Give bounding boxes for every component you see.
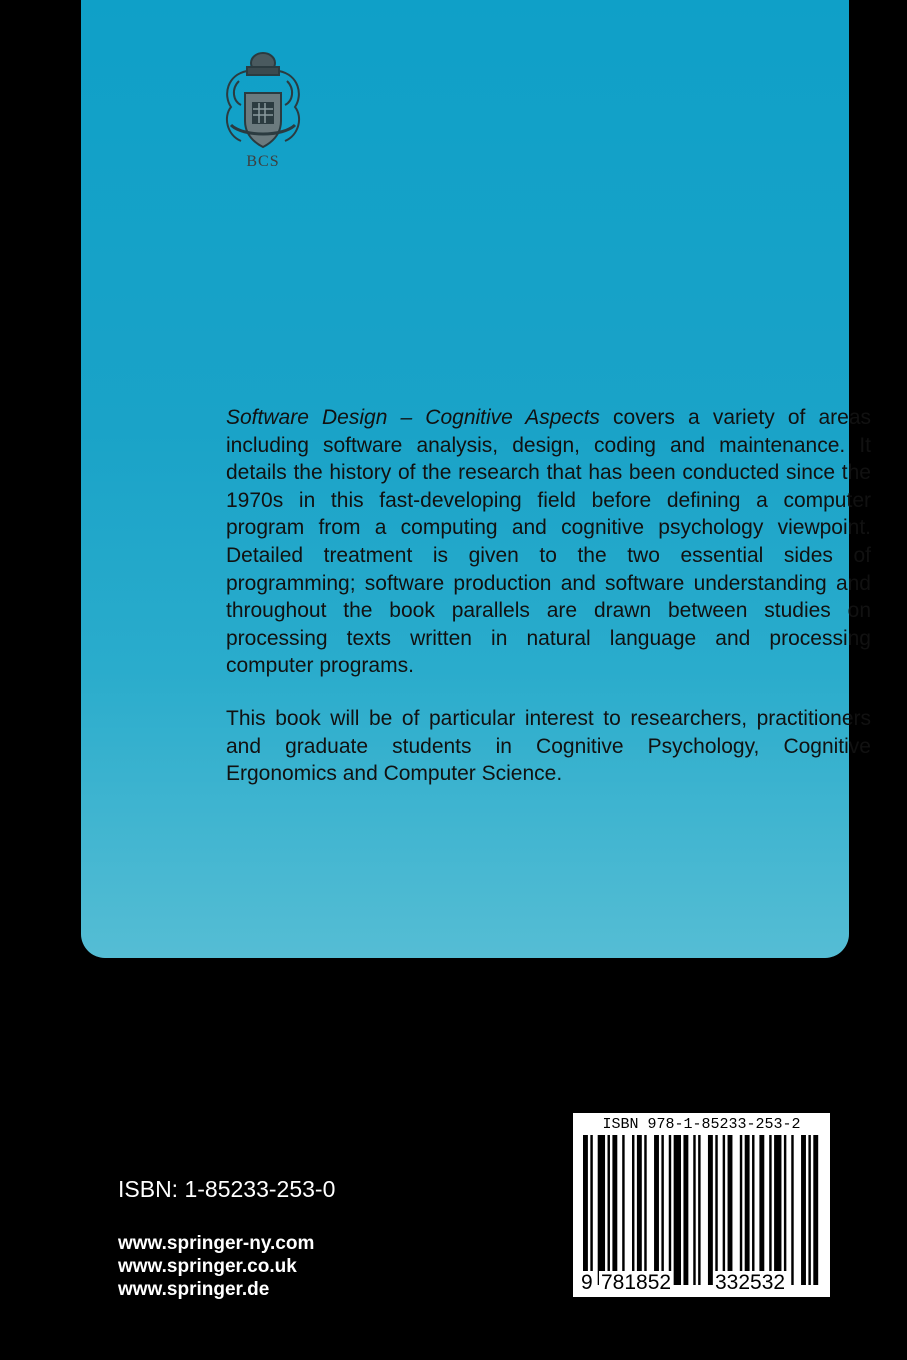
barcode-bar: [683, 1135, 688, 1285]
publisher-urls: [118, 1232, 314, 1301]
barcode-bar: [693, 1135, 695, 1285]
barcode-bar: [801, 1135, 806, 1285]
barcode-first-digit: 9: [581, 1271, 593, 1294]
barcode-bar: [674, 1135, 681, 1285]
barcode-bar: [728, 1135, 733, 1285]
barcode-bar: [590, 1135, 592, 1285]
barcode-bar: [791, 1135, 793, 1285]
barcode-bar: [708, 1135, 713, 1285]
barcode-bar: [715, 1135, 717, 1285]
barcode-bar: [644, 1135, 646, 1285]
crest-graphic: [217, 45, 309, 155]
barcode-bar: [784, 1135, 786, 1285]
barcode-bar: [583, 1135, 588, 1285]
barcode: [572, 1112, 831, 1298]
barcode-bar: [813, 1135, 818, 1285]
barcode-bar: [608, 1135, 610, 1285]
description-blurb: [226, 404, 871, 788]
blurb-paragraph-2: This book will be of particular interest to researchers, practitioners and graduate students in Cognitive Psychology, Cognitive Ergonomics and Computer Science.: [226, 706, 871, 786]
barcode-bar: [632, 1135, 634, 1285]
url-link[interactable]: www.springer-ny.com: [118, 1233, 315, 1254]
barcode-bar: [654, 1135, 659, 1285]
barcode-bars: [577, 1135, 826, 1285]
book-title: Software Design – Cognitive Aspects: [226, 406, 600, 429]
barcode-bar: [598, 1135, 605, 1285]
barcode-bar: [769, 1135, 771, 1285]
crest-motto: BCS: [246, 153, 280, 170]
barcode-bar: [723, 1135, 725, 1285]
url-link[interactable]: www.springer.de: [118, 1279, 270, 1300]
barcode-bar: [637, 1135, 642, 1285]
barcode-bar: [774, 1135, 781, 1285]
barcode-left-group: 781852: [601, 1271, 672, 1294]
barcode-bar: [752, 1135, 754, 1285]
barcode-isbn-line: ISBN 978-1-85233-253-2: [602, 1116, 801, 1133]
barcode-bar: [808, 1135, 810, 1285]
isbn-label: ISBN: 1-85233-253-0: [118, 1176, 336, 1202]
bcs-crest-icon: [217, 45, 309, 177]
barcode-bar: [698, 1135, 700, 1285]
barcode-bar: [622, 1135, 624, 1285]
barcode-bar: [669, 1135, 671, 1285]
blue-cover-panel: [81, 0, 871, 958]
barcode-bar: [759, 1135, 764, 1285]
url-link[interactable]: www.springer.co.uk: [118, 1256, 297, 1277]
barcode-bar: [745, 1135, 750, 1285]
barcode-bar: [661, 1135, 663, 1285]
barcode-right-group: 332532: [715, 1271, 786, 1294]
barcode-bar: [612, 1135, 617, 1285]
blurb-paragraph-1-text: covers a variety of areas including software analysis, design, coding and maintenance. It details the history of the research that has been conducted since the 1970s in this fast-developing field before defining a computer program from a computing and cognitive psychology viewpoint. Detailed treatment is given to the two essential sides of programming; software production and software understanding and throughout the book parallels are drawn between studies on processing texts written in natural language and processing computer programs.: [226, 406, 871, 678]
blurb-paragraph-1: [226, 404, 871, 680]
barcode-bar: [740, 1135, 742, 1285]
